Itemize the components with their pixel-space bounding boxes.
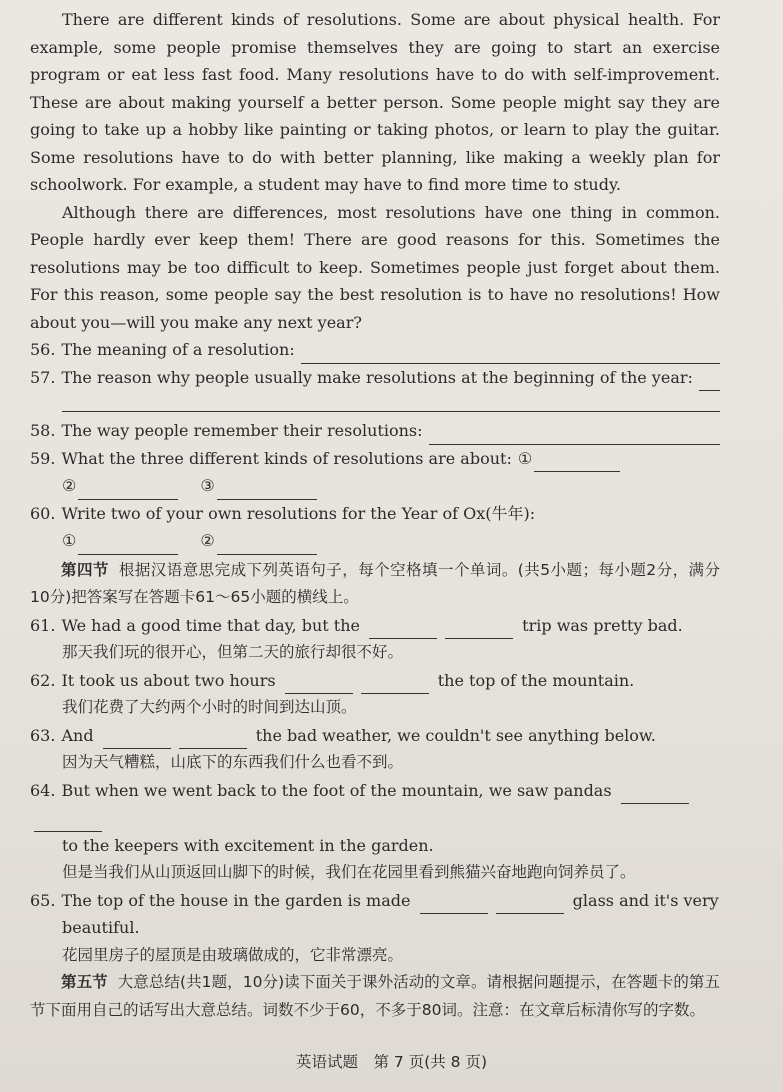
item-translation: 花园里房子的屋顶是由玻璃做成的，它非常漂亮。 bbox=[62, 945, 404, 964]
question-number: 57. bbox=[30, 367, 56, 387]
item-64 bbox=[30, 777, 720, 832]
item-text-before: But when we went back to the foot of the mountain, we saw pandas bbox=[61, 780, 612, 800]
item-text-before: And bbox=[61, 725, 94, 745]
item-text-before: The top of the house in the garden is made bbox=[61, 890, 411, 910]
question-text: What the three different kinds of resolutions are about: bbox=[61, 448, 512, 468]
answer-line-continued[interactable] bbox=[62, 391, 720, 412]
item-continuation: beautiful. bbox=[62, 918, 140, 937]
item-translation: 那天我们玩的很开心，但第二天的旅行却很不好。 bbox=[62, 643, 404, 661]
answer-blank[interactable] bbox=[217, 479, 317, 500]
item-translation: 因为天气糟糕，山底下的东西我们什么也看不到。 bbox=[62, 753, 404, 771]
answer-blank[interactable] bbox=[78, 534, 178, 555]
item-number: 65. bbox=[30, 890, 56, 910]
question-60-subanswers bbox=[62, 527, 720, 555]
answer-blank[interactable] bbox=[361, 675, 429, 694]
answer-line[interactable] bbox=[534, 451, 620, 472]
answer-blank[interactable] bbox=[285, 675, 353, 694]
answer-blank[interactable] bbox=[179, 730, 247, 749]
answer-blank[interactable] bbox=[496, 895, 564, 914]
item-continuation: to the keepers with excitement in the garden. bbox=[62, 835, 434, 855]
section-instruction-text: 根据汉语意思完成下列英语句子，每个空格填一个单词。(共5小题；每小题2分，满分10分)把答案写在答题卡61～65小题的横线上。 bbox=[30, 560, 720, 606]
circled-three-marker: ③ bbox=[200, 476, 215, 495]
question-number: 60. bbox=[30, 503, 56, 523]
answer-blank[interactable] bbox=[420, 895, 488, 914]
item-translation: 但是当我们从山顶返回山脚下的时候，我们在花园里看到熊猫兴奋地跑向饲养员了。 bbox=[62, 863, 636, 881]
item-65 bbox=[30, 887, 720, 915]
question-number: 56. bbox=[30, 340, 56, 359]
page-content bbox=[30, 6, 720, 1024]
circled-one-marker: ① bbox=[62, 531, 77, 550]
question-60 bbox=[30, 500, 720, 528]
item-63 bbox=[30, 722, 720, 750]
item-translation: 我们花费了大约两个小时的时间到达山顶。 bbox=[62, 698, 357, 716]
question-text: The reason why people usually make resolutions at the beginning of the year: bbox=[61, 367, 693, 387]
question-59-subanswers bbox=[62, 472, 720, 500]
answer-blank[interactable] bbox=[369, 620, 437, 639]
section-4-instructions bbox=[30, 557, 720, 612]
question-text: The meaning of a resolution: bbox=[61, 340, 295, 359]
item-text-before: It took us about two hours bbox=[61, 670, 276, 690]
question-56 bbox=[30, 336, 720, 364]
item-text-before: We had a good time that day, but the bbox=[61, 615, 360, 635]
circled-two-marker: ② bbox=[62, 476, 77, 495]
item-text-after: trip was pretty bad. bbox=[522, 615, 683, 635]
question-text: The way people remember their resolutions: bbox=[61, 421, 423, 440]
section-heading: 第五节 bbox=[61, 973, 108, 991]
question-number: 58. bbox=[30, 421, 56, 440]
answer-line[interactable] bbox=[699, 370, 720, 391]
item-text-after: the bad weather, we couldn't see anything below. bbox=[255, 725, 656, 745]
answer-line[interactable] bbox=[429, 424, 721, 445]
question-58 bbox=[30, 417, 720, 445]
section-instruction-text: 大意总结(共1题，10分)读下面关于课外活动的文章。请根据问题提示，在答题卡的第五节下面用自己的话写出大意总结。词数不少于60，不多于80词。注意：在文章后标清你写的字数。 bbox=[30, 973, 720, 1019]
item-text-after: glass and it's very bbox=[572, 890, 719, 910]
circled-one-marker: ① bbox=[517, 448, 533, 468]
section-5-instructions bbox=[30, 969, 720, 1024]
answer-line[interactable] bbox=[301, 343, 720, 364]
answer-blank[interactable] bbox=[34, 813, 102, 832]
passage-paragraph-1: There are different kinds of resolutions. Some are about physical health. For example, some people promise themselves they are going to start an exercise program or eat less fast food. Many resolutions have to do with self-improvement. These are about making yourself a better person. Some people might say they are going to take up a hobby like painting or taking photos, or learn to play the guitar. Some resolutions have to do with better planning, like making a weekly plan for schoolwork. For example, a student may have to find more time to study. bbox=[30, 10, 720, 194]
question-57 bbox=[30, 364, 720, 392]
answer-blank[interactable] bbox=[445, 620, 513, 639]
answer-blank[interactable] bbox=[103, 730, 171, 749]
item-text-after: the top of the mountain. bbox=[437, 670, 635, 690]
answer-blank[interactable] bbox=[217, 534, 317, 555]
item-number: 62. bbox=[30, 670, 56, 690]
item-62 bbox=[30, 667, 720, 695]
item-number: 61. bbox=[30, 615, 56, 635]
question-text: Write two of your own resolutions for the Year of Ox(牛年): bbox=[61, 503, 536, 523]
item-61 bbox=[30, 612, 720, 640]
answer-blank[interactable] bbox=[78, 479, 178, 500]
section-heading: 第四节 bbox=[61, 560, 109, 579]
item-number: 63. bbox=[30, 725, 56, 745]
question-59 bbox=[30, 445, 620, 473]
question-number: 59. bbox=[30, 448, 56, 468]
answer-blank[interactable] bbox=[621, 785, 689, 804]
circled-two-marker: ② bbox=[200, 531, 215, 550]
passage-paragraph-2: Although there are differences, most resolutions have one thing in common. People hardly ever keep them! There are good reasons for this. Sometimes the resolutions may be too difficult to keep. Sometimes people just forget about them. For this reason, some people say the best resolution is to have no resolutions! How about you—will you make any next year? bbox=[30, 202, 720, 332]
item-number: 64. bbox=[30, 780, 56, 800]
page-footer: 英语试题 第 7 页(共 8 页) bbox=[295, 1053, 488, 1071]
